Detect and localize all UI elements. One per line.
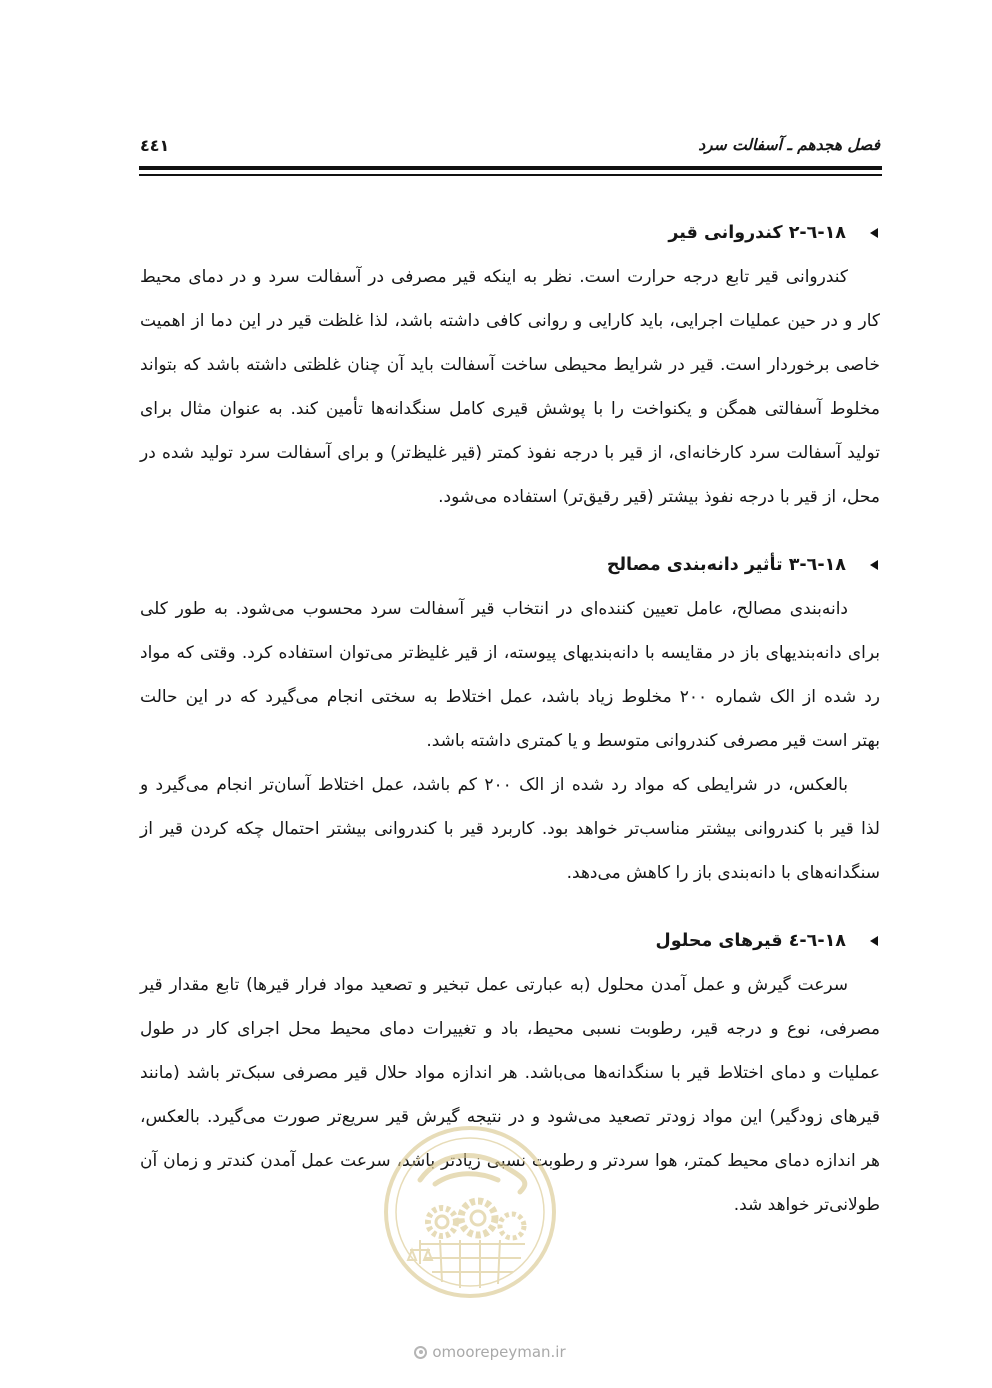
text-line: دانه‌بندی مصالح، عامل تعیین کننده‌ای در انتخاب قیر آسفالت سرد محسوب می‌شود. به طور کلی [140,599,848,619]
text-line: طولانی‌تر خواهد شد. [733,1195,880,1215]
header-rule-thin [139,174,882,176]
text-line: بالعکس، در شرایطی که مواد رد شده از الک ٢٠٠ کم باشد، عمل اختلاط آسان‌تر انجام می‌گیرد و [140,775,848,795]
section-heading-text: ١٨-٦-٢ کندروانی قیر [668,223,846,243]
gear-icon [461,1201,495,1235]
logo-grid [420,1240,525,1288]
section-heading [140,211,880,255]
header-rule-thick [139,166,882,170]
watermark-url-text: omoorepeyman.ir [432,1343,566,1361]
section-heading-text: ١٨-٦-٣ تأثیر دانه‌بندی مصالح [606,555,846,575]
section-heading [140,919,880,963]
section-heading-text: ١٨-٦-٤ قیرهای محلول [655,931,846,951]
page-number: ٤٤١ [140,135,170,155]
gear-icon [500,1214,524,1238]
logo-inner-ring [396,1138,544,1286]
triangle-bullet-icon [870,560,878,570]
section-heading [140,543,880,587]
watermark-logo [380,1122,560,1302]
page-body [140,211,880,1227]
text-line: کندروانی قیر تابع درجه حرارت است. نظر به اینکه قیر مصرفی در آسفالت سرد و در دمای محیط [140,267,848,287]
text-line: قیرهای زودگیر) این مواد زودتر تصعید می‌شود و در نتیجه گیرش قیر سریع‌تر صورت می‌گیرد. بالعکس، [140,1107,880,1127]
paragraph [140,255,880,519]
triangle-bullet-icon [870,936,878,946]
text-line: سرعت گیرش و عمل آمدن محلول (به عبارتی عمل تبخیر و تصعید مواد فرار قیرها) تابع مقدار قیر [140,975,848,995]
paragraph [140,587,880,763]
text-line: محل، از قیر با درجه نفوذ بیشتر (قیر رقیق‌تر) استفاده می‌شود. [438,487,880,507]
watermark-url [380,1338,600,1366]
text-line: عملیات و دمای اختلاط قیر با سنگدانه‌ها می‌باشد. هر اندازه مواد حلال قیر مصرفی سبک‌تر باشد (مانند [140,1063,880,1083]
triangle-bullet-icon [870,228,878,238]
text-line: خاصی برخوردار است. قیر در شرایط محیطی ساخت آسفالت باید آن چنان غلظتی داشته باشد که بتواند [140,355,880,375]
gear-icon [471,1211,485,1225]
running-header [140,128,880,162]
text-line: بهتر است قیر مصرفی کندروانی متوسط و یا کمتری داشته باشد. [426,731,880,751]
text-line: مصرفی، نوع و درجه قیر، رطوبت نسبی محیط، باد و تغییرات دمای محیط محل اجرای کار در طول [140,1019,880,1039]
at-icon [414,1346,427,1359]
text-line: برای دانه‌بندیهای باز در مقایسه با دانه‌بندیهای پیوسته، از قیر غلیظ‌تر می‌توان استفاده کرد. وقتی که مواد [140,643,880,663]
gear-icon [436,1216,448,1228]
chapter-title: فصل هجدهم ـ آسفالت سرد [698,136,880,154]
text-line: سنگدانه‌های با دانه‌بندی باز را کاهش می‌دهد. [566,863,880,883]
text-line: تولید آسفالت سرد کارخانه‌ای، از قیر با درجه نفوذ کمتر (قیر غلیظ‌تر) و برای آسفالت سرد تولید شده در [140,443,880,463]
paragraph [140,763,880,895]
text-line: کار و در حین عملیات اجرایی، باید کارایی و روانی کافی داشته باشد، لذا غلظت قیر در این دما از اهمیت [140,311,880,331]
gear-icon [428,1208,456,1236]
logo-script-swash [420,1156,525,1192]
text-line: مخلوط آسفالتی همگن و یکنواخت را با پوشش قیری کامل سنگدانه‌ها تأمین کند. به عنوان مثال برای [140,399,880,419]
text-line: هر اندازه دمای محیط کمتر، هوا سردتر و رطوبت نسبی زیادتر باشد، سرعت عمل آمدن کندتر و زمان آن [140,1151,880,1171]
text-line: لذا قیر با کندروانی بیشتر مناسب‌تر خواهد بود. کاربرد قیر با کندروانی بیشتر احتمال چکه کردن قیر از [140,819,880,839]
text-line: رد شده از الک شماره ٢٠٠ مخلوط زیاد باشد، عمل اختلاط به سختی انجام می‌گیرد که در این حالت [140,687,880,707]
